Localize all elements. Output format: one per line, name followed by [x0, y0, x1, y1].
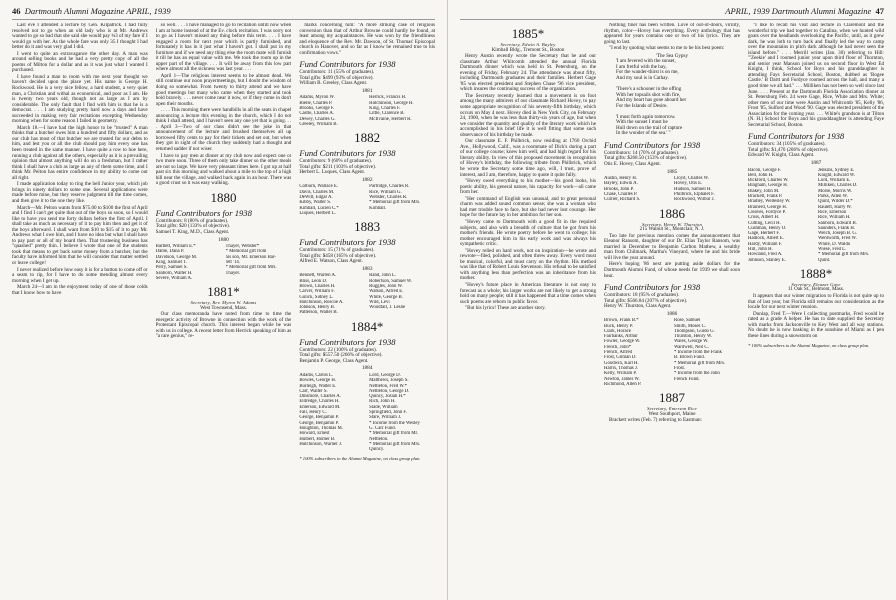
paragraph: March 18.—I have had the high honor to be "trusted" A man thinks that a butcher owes him a hundred and fifty dollars, and as our club has most of that butcher we are trusted for our debts to him, and lest you or all the club should pay him every one has been treated in the same manner. I have quite a row to hoe here, running a club against all the others, especially as it is a prevailing opinion that almost anything will do on a freshman, but I rather think I shall have a club as large as any of them some time, and I think Mr. Pelton has entire confidence in my ability to come out all right. [12, 124, 148, 181]
contributor-name: Emerson, Edward M. [299, 404, 341, 410]
paragraph: Here's hoping '86 next are putting aside dollars for the Dartmouth Alumni Fund, of whose needs for 1939 we shall soon hear. [604, 261, 740, 279]
contributor-name: Frost, Gilman D. [604, 355, 637, 361]
contributor-name: Quint, Wilder D.* [818, 199, 853, 205]
class-agent: Otis E. Hovey, Class Agent. [604, 161, 661, 168]
contributor-name: King, Samuel T. [155, 259, 187, 265]
fund-contributors-heading: Fund Contributors for 1938 [604, 282, 701, 293]
contributor-name: French, John* [604, 344, 632, 350]
contributor-name: Sanborn, Edward B. [818, 220, 857, 226]
contributor-name: * Memorial gift from Mrs. [674, 360, 726, 366]
contributor-list-year: 1883 [361, 265, 373, 272]
paragraph: "Hovey came to Dartmouth with a good fit in the required subjects, and also with a breadth of culture that he got from his mother's friends. He wrote poetry before he went to college; his mother encouraged him in his early work and was always his sympathetic critic. [460, 218, 596, 248]
contributor-name: Thayer. [225, 270, 241, 276]
contributor-name: Morse, Morris W. [818, 188, 853, 194]
contributor-name: Adams, Carlos L. [299, 372, 334, 378]
contributor-name: Wiese, Fred L. [818, 247, 847, 253]
contributor-name: Burleigh, Walter E. [299, 383, 337, 389]
total-gifts: Total gifts: $499 (93% of objective). [299, 74, 374, 81]
class-year-heading: 1880 [210, 189, 237, 205]
contributor-name [369, 211, 435, 216]
contributor-name: Bowles, George H. [299, 378, 337, 384]
contributor-name: Partridge, Charles R. [369, 184, 410, 190]
contributor-name: Bradley, Wellesley W. [748, 199, 791, 205]
contributor-name: G. Carr Fund. [369, 425, 396, 431]
paragraph: "Hovey owed everything to his mother—his good looks, his poetic ability, his general nature, his capacity for work—all came from her. [460, 178, 596, 196]
contributor-names [748, 168, 884, 263]
class-year-heading: 1885* [511, 26, 545, 41]
contributor-name: Brooks, John P. [604, 186, 634, 192]
class-year-heading: 1881* [207, 284, 240, 300]
contributor-name: Lloyd, Charles W. [674, 176, 709, 182]
contributor-name: Richmond, Allen P. [604, 381, 642, 387]
page-number-right: 47 [875, 6, 884, 16]
contributor-name: Hovey, Otis E. [674, 181, 703, 187]
contributor-name: Cross, Albert H. [748, 215, 780, 221]
contributor-names [156, 244, 292, 281]
contributors-count: Contributors: 8 (80% of graduates). [155, 217, 229, 224]
contributor-name: * Memorial gift from Mr. [369, 431, 419, 437]
contributor-name: Watson, Alfred E. [369, 289, 404, 295]
contributor-name: * Memorial gift from [225, 249, 267, 255]
class-year-heading: 1884* [350, 318, 384, 334]
contributor-list-year: 1886 [666, 310, 678, 317]
contributor-name: Kimball. [369, 205, 387, 211]
page-number-left: 46 [12, 6, 21, 16]
class-year-heading: 1882 [354, 130, 381, 146]
contributor-name: Robertson, Samuel W. [369, 278, 413, 284]
poem-line: For the Islands of Desire. [616, 102, 668, 109]
contributor-list-year: 1884 [361, 365, 373, 372]
contributor-name: Little, Clarence B. [369, 111, 405, 117]
total-gifts: Total gifts: $20 (133% of objective). [155, 223, 231, 230]
poem-line: And my soul is in Cathay. [616, 74, 669, 81]
contributor-name: Clark, Horace [604, 328, 631, 334]
contributor-list-year: 1880 [218, 236, 229, 243]
class-agent: Benjamin P. George, Class Agent. [299, 357, 369, 364]
contributor-name: * Memorial gift from Mrs. [369, 200, 421, 206]
contributor-name: DeWitt, Edgar A. [299, 195, 333, 201]
contributor-name: Sanborn, Walter H. [155, 270, 193, 276]
contributor-name: Hardy, William F. [748, 241, 783, 247]
paragraph: Our classmate E. F. Philbrick, now residing at 1760 Orchid Ave., Hollywood, Calif., was a roommate of Dick's during a part of our college course; knew him well, and had high regard for his literary ability. In view of this proposed movement in recognition of Hovey's birthday, the following tribute from Philbrick, which he wrote the Secretary some time ago, will, I trust, prove of interest, and I am, therefore, happy to quote it quite fully. [460, 138, 596, 178]
contributors-count: Contributors: 18 (95% of graduates). [604, 292, 680, 299]
contributor-name: Brackett, Frank P. [748, 194, 783, 200]
contributor-name: Brooks, George F. [299, 106, 335, 112]
contributor-name: Kibby, Walter S. [299, 200, 332, 206]
paragraph: "I like to recall his visit and lecture in Claremont and the wonderful trip we had together to Catalina, when we hunted wild goats over the headlands overlooking the Pacific, until, as it grew dark, he was loth to turn back and finally led the way to camp over the mountains in pitch dark although he had never seen the island before." . . . Merrill writes (Jan. 30) referring to Hill: "'Zeekie' and I roomed junior year upon third floor of Thornton, and senior year Manson joined us on second floor in West Ed Knight, I think, School for Boys and his granddaughter is attending Fays Secretarial School, Boston, dubbed as 'Bogee Castle.' B Dartt and Fordyce roomed across the hall, and many a good time we all had." . . . Milliken has not been so well since last June. . . . Present at the Dartmouth Florida Association dinner at St. Petersburg Feb. 24 were Gage, Rice, White and Mrs. White; other men of our time were Austin and Whitcomb '85, Kelly '86, Frost '85, Sulford and Wood '90. Gage was elected president of the Association for the coming year. . . . White's grandson is at Tilton (N. H.) School for Boys and his granddaughter is attending Faye Secretarial School, Boston. [748, 23, 884, 128]
contributor-names [299, 184, 435, 216]
contributor-name: Nettleton. [369, 436, 389, 442]
poem-line: With the sunset I must be [616, 119, 668, 126]
contributor-list-year: 1882 [361, 176, 373, 183]
contributor-name: B. Brown Fund. [674, 355, 705, 361]
contributor-name: Raulett, Harry W. [818, 204, 852, 210]
contributor-name: Matthews, Joseph S. [369, 378, 409, 384]
contributor-name: French Fund. [674, 376, 700, 382]
contributor-name: Brown, Frank B.* [604, 318, 639, 324]
fund-contributors-heading: Fund Contributors for 1938 [299, 336, 396, 347]
contributor-name: * Memorial gift from Mrs. [818, 252, 870, 258]
footnote: * 100% subscribers to the Alumni Magazine, on class group plan. [299, 456, 421, 462]
running-head-right-title: APRIL, 1939 Dartmouth Alumni Magazine [725, 6, 872, 16]
paragraph: marks concerning him: "A more striking case of religious conversion than that of Arthur Browne could hardly be found, at least among my acquaintances. He was won by the friendliness and eloquence of the Rev. Mr. Dawson, of St. Thomas' Episcopal church in Hanover, and so far as I know he remained true to his confirmation vows." [299, 23, 436, 56]
secretary-address: 11 Oak St., Belmont, Mass. [787, 286, 845, 293]
contributor-name: Dame, Dana P. [155, 249, 185, 255]
contributor-name: Eldredge, Charles H. [299, 399, 340, 405]
running-head-right [460, 6, 884, 20]
contributor-name: Bartlett, William E.* [155, 244, 196, 250]
contributor-name: Brown, Charles H. [299, 284, 336, 289]
contributor-names [299, 373, 435, 452]
contributor-list-year: 1887 [810, 160, 822, 167]
contributor-name: Bliss, Leon D. [299, 278, 328, 284]
class-secretary: Secretary, Rev. Myron W. Adams [190, 300, 257, 306]
contributor-name: Johnson, Stanley E. [748, 257, 786, 263]
contributor-name: Knight, Edward W. [818, 172, 856, 178]
poem-line: 'There's a schooner in the offing [616, 86, 682, 93]
contributor-name: Quincy, Josiah H.* [369, 394, 406, 400]
contributor-name: French, Alfred [604, 350, 632, 356]
contributor-name: Springfield, John F. [369, 410, 407, 416]
contributor-name: Rice, Emerson [818, 209, 847, 215]
contributor-name: Patterson, Walter B. [299, 310, 338, 316]
class-agent: Herbert L. Luques, Class Agent. [299, 169, 366, 176]
total-gifts: Total gifts: $557.50 (266% of objective). [299, 352, 383, 359]
contributor-name: Chase, Charles P. [604, 192, 638, 198]
contributor-name: Harris, Thomas J. [604, 365, 639, 371]
paragraph: so well. . . . I have managed to go to recitation untill now when I am at home instead of at the Ev. clock recitation. I was sorry not to go as I haven't missed any thing before this term. . . . I have engaged a room for next year which is partly furnished, and fortunately it has in it just what I haven't got. I shall put in my furniture and if we need any thing else the room mate will furnish it till he has an equal value with me. We took the room up in the upper part of the village. . . . It will be away from this low part where almost all the sickness was last year. . . . [155, 23, 292, 73]
contributor-name: * Memorial gift from Mrs. [225, 265, 277, 271]
contributor-name: Wentworth, Fred W. [818, 236, 857, 242]
contributor-name: Bacon, George F. [748, 167, 782, 173]
contributor-names [299, 273, 435, 315]
secretary-address: 215 Walnut St., Montclair, N. J. [639, 226, 705, 233]
contributor-name: Hudson, Samuel H. [674, 186, 712, 192]
paragraph: March 24—I am in the enjoyment today of one of those colds that I know how to have [12, 284, 148, 296]
paragraph: . . . . This morning there were handbills in all the seats in chapel announcing a lecture this evening in the church, which I do not think I shall attend, and I haven't seen any one yet that is going. . . . April 3—Two of our class didn't see the joke in that announcement of the lecture and brushed themselves all up borrowed fifty cents to pay for their tickets and set out, but when they got in sight of the church they suddenly had a thought and returned sadder if not wiser. [155, 107, 292, 153]
contributor-name: Wales, George W. [674, 339, 709, 345]
paragraph: "Her command of English was unusual, and to great personal charm was added sound common sense; she was a woman who had met trouble face to face, but she had never lost courage. Her hope for the future lay in her ambition for her son. [460, 195, 596, 219]
contributor-name: Colburn, Wallace E. [299, 184, 339, 190]
contributor-name: Wardwell, Neil C. [674, 344, 709, 350]
running-head-left [12, 6, 435, 20]
contributors-count: Contributors: 34 (105% of graduates). [748, 141, 826, 148]
total-gifts: Total gifts: $566.84 (207% of objective). [604, 297, 688, 304]
fund-contributors-heading: Fund Contributors for 1938 [299, 59, 396, 70]
contributor-name: Lord, William E. [818, 178, 851, 184]
contributor-name: Hulbert, Homer B. [299, 436, 336, 442]
contributor-name: Austin, Henry H. [604, 176, 638, 182]
left-column-2 [156, 23, 292, 600]
fund-contributors-heading: Fund Contributors for 1938 [748, 131, 845, 142]
contributor-name: Fowler, George W. [604, 339, 641, 345]
paragraph: March—Mr. Pelton wants from $75.00 to $100 the first of April and I find I can't get quite that out of the boys so soon, so I would like to have you send me forty dollars before the first of April. I shall take as much as necessary of it to pay him then and get it of the boys afterward. I shall want from $10 to $15 of it to pay Mr. Andrews what I owe him, and I have no idea but what I shall have to pay part or all of my board then. That trusteeing business has "quashed" pretty thin. I believe I wrote that one of the students took that means to get back some money from a butcher, but the faculty have informed him that he will consider that matter settled or leave college! [12, 204, 148, 266]
contributor-name: Currier, Richard S. [604, 197, 641, 203]
contributor-name: Buck, Henry P. [604, 323, 634, 329]
contributor-name: Rich, John H. [369, 399, 396, 405]
fund-contributors-heading: Fund Contributors for 1938 [299, 148, 396, 159]
contributor-name: Philbrick, Elphalet F. [674, 192, 715, 198]
running-head-left-title: Dartmouth Alumni Magazine APRIL, 1939 [24, 6, 171, 16]
contributor-name: Thayer, Webster* [225, 244, 260, 250]
contributor-name: Bell, John H. [748, 172, 774, 178]
poem-line: For the wander-thirst is on me, [616, 69, 679, 76]
contributor-name: Blakey, John M. [748, 188, 780, 194]
class-agent: William B. Greeley, Class Agent. [299, 80, 368, 87]
poem-title: 'The Sea Gypsy [655, 52, 689, 59]
paragraph: "But his lyrics! These are another story. [465, 305, 546, 312]
contributor-name: Wild, Levi [369, 299, 390, 305]
contributor-name: Slade, William [369, 404, 398, 410]
contributor-name: Smith, Moses C. [674, 323, 706, 329]
contributor-name: Rice, William H. [818, 215, 851, 221]
poem-line: 'I am fevered with the sunset, [616, 58, 676, 65]
paragraph: April 1—The religious interest seems to be almost dead. We still continue our noon prayermeetings, but I doubt the wisdom of doing so somewhat. From twenty to thirty attend and we have good meetings but many who came when they started and took hold bravely. . . . never come near it now, or if they come in don't open their mouths. [155, 72, 292, 107]
contributor-name: his son, Mr. Emerson Bar- [225, 254, 277, 260]
contributor-name: Gulick, Sidney L. [299, 294, 334, 300]
poem-line: And my heart has gone aboard her [616, 97, 687, 104]
contributor-name: Stare, William J. [369, 415, 402, 421]
contributor-name: Rose, Samuel [674, 318, 701, 324]
contributor-name: Severe, William A. [155, 275, 193, 281]
contributor-name: Woodfall, J. Leslie [369, 305, 406, 311]
class-agent: Henry W. Thurston, Class Agent. [604, 303, 672, 310]
contributor-name: Davidson, George M. [155, 254, 198, 260]
contributor-name: Adams, Myron W. [299, 95, 335, 101]
secretary-address: West Townsend, Mass. [200, 304, 247, 311]
paragraph: It appears that our winter migration to Florida is not quite up to that of last year, but Florida still remains our consideration as the locale for our next winter reunion. [748, 293, 884, 311]
paragraph: "Hovey's future place in American literature is not easy to forecast as a whole; his larger works are not likely to get a strong hold on many people; still it has happened that a time comes when such poems are reborn in public favor. [460, 281, 596, 305]
poem-line: With her topsails shot with fire, [616, 91, 681, 98]
contributor-name: Quint. [818, 257, 831, 263]
contributor-name: Milliken, Charles D. [818, 183, 858, 189]
contributor-name: Rand, John L. [369, 273, 397, 279]
secretary-address: Kimball Bldg., Tremont St., Boston [491, 46, 565, 53]
contributor-name: Webster, Charles R. [369, 195, 408, 201]
class-year-heading: 1887 [659, 390, 685, 406]
contributor-name: Parks, Allen W. [818, 194, 848, 200]
contributor-name: Cutting, Cecil H. [748, 220, 781, 226]
contributor-name: Nettleton, George D. [369, 388, 410, 394]
contributor-name: King, Charles F. [369, 106, 401, 112]
contributor-name: George, Benjamin P. [299, 415, 339, 421]
contributor-name: Castle, Charles A. [299, 111, 334, 117]
contributor-name: White, D. Waldo [818, 241, 851, 247]
class-secretary: Secretary, Edwin A. Bayley [500, 42, 556, 47]
contributor-name: Quincy. [369, 447, 385, 453]
paragraph: I have found a man to room with me next year thought we haven't decided upon the place yet. His name is George H. Rockwood. He is a very nice fellow, a hard student, a very quiet man, a Christian and withal as economical, and poor as I am. He is twenty two years old, though not as large as I am by considerable. The only fault that I find with him is that he is a democrat. . . . I am studying pretty hard now a days and have succeeded in making very fair recitations excepting Wednesday morning when for some reason I failed in geometry. [12, 73, 148, 125]
contributor-names [299, 95, 435, 127]
paragraph: Henry Austin recently wrote the Secretary that he and our classmate Arthur Whitcomb attended the annual Florida Dartmouth dinner which was held in St. Petersburg, on the evening of Friday, February 24. The attendance was about fifty, including Dartmouth graduates and their families. Herbert Gage '85 was elected president and Stephen Chase '96 vice president, which insures the continuing success of the organization. [460, 53, 596, 93]
contributor-name: Herrick, Francis H. [369, 95, 407, 101]
total-gifts: Total gifts: $458 (165% of objective). [299, 252, 377, 259]
class-year-heading: 1888* [799, 265, 833, 281]
contributor-name: Ruggles, John W. [369, 284, 403, 289]
paragraph: Brackett writes (Feb. 7) referring to Eastman: [609, 417, 702, 424]
contributor-name: White, George B. [369, 294, 403, 300]
right-column-2 [604, 23, 740, 600]
fund-contributors-heading: Fund Contributors for 1938 [155, 207, 252, 218]
class-agent: Edward W. Knight, Class Agent. [748, 152, 815, 159]
class-secretary: Secretary, Emerson Rice [647, 406, 697, 412]
paragraph: Nothing finer has been written. Love of out-of-doors, virility, rhythm, color—Hovey has everything. Every anthology that has appeared for years contains one or two of his lyrics. They are going to last. [604, 23, 740, 45]
contributor-name: Howland, Fred A. [748, 252, 783, 258]
contributor-name: Bickford, Charles W. [748, 178, 789, 184]
paragraph: I have to pay men at dinner at my club now and expect one or two more soon. Three of them only take dinner so the other meals are not so large. We have very pleasant times here. I got up at half past six this morning and walked about a mile to the top of a high hill near the village, and walked back again in an hour. There was a good crust so it was easy walking. [155, 152, 292, 187]
contributor-name: Welch, Joseph B. G. [818, 231, 858, 237]
contributor-name: Saunders, Frank H. [818, 225, 856, 231]
contributor-name: Rockwood, Wilbur J. [674, 197, 715, 203]
poem-line: Hull down on the trail of rapture [616, 124, 683, 131]
class-secretary: Secretary, Eleazar Gaye [791, 281, 841, 287]
contributor-name: Newton, James W. [604, 376, 640, 382]
contributor-list-year: 1885 [666, 168, 678, 175]
contributor-name: Bennett, Warren A. [299, 273, 337, 279]
contributor-name: George, Benjamin P. [299, 420, 339, 426]
contributor-name [226, 276, 292, 281]
contributor-name: Hutchinson, George H. [369, 100, 414, 106]
class-agent: Alfred E. Watson, Class Agent. [299, 258, 363, 265]
contributor-name: Nettleton, Fred W.* [369, 383, 408, 389]
footnote: * 100% subscribers to the Alumni Magazine, on class group plan. [748, 343, 870, 349]
contributor-name: McIlvaine, Herbert R. [369, 116, 412, 122]
contributor-name: Cleaves, Fordyce P. [748, 209, 786, 215]
paragraph: Last eve I attended a lecture by Gen. Kilpatrick. I had fully resolved not to go when an old lady who is at Mr. Andrews wanted to go so bad that she said she would pay ¾3 of my fare if I would go with her. As the whole fare was only 35 I thought I had better do it and was very glad I did. [12, 23, 148, 51]
contributor-name [369, 122, 435, 127]
contributor-names [604, 318, 740, 387]
contributor-name: Howard, Ernest [299, 431, 330, 437]
paragraph: Dunlap, Fred T.—Were I collecting postmarks, Fred would be rated as a grade A helper. He has to date supplied the Secretary with marks from Jacksonville to Key West and all way stations. No doubt he is now basking in the sunshine of Miami as I pen these lines during a snowstorm on [748, 310, 884, 339]
contributor-name: Perry, Samuel S. [155, 265, 188, 271]
contributor-name: Carr, Walter S. [299, 388, 328, 394]
class-secretary: Secretary, Henry W. Thurston [642, 221, 702, 227]
contributor-name: Carver, William F. [299, 289, 335, 295]
contributors-count: Contributors: 14 (70% of graduates). [604, 149, 680, 156]
contributor-name: Thurston, Henry W. [674, 334, 713, 340]
contributor-name: Dinsmore, Charles A. [299, 394, 341, 400]
contributors-count: Contributors: 11 (55% of graduates). [299, 69, 375, 76]
paragraph: "I end by quoting what seems to me to be his best poem: [609, 45, 725, 52]
contributor-name: Frost. [674, 365, 686, 371]
paragraph: I made application today to ring the bell Junior year, which job brings in ninety dollars to some one. Several applications were made before mine, but they reserve judgment till the time comes, and then give it to the one they like. [12, 181, 148, 204]
contributor-name: * Income from the John [674, 371, 720, 377]
contributor-names [604, 176, 740, 202]
poem-line: I am fretful with the bay, [616, 63, 667, 70]
poem-line: 'I must forth again tomorrow. [616, 113, 676, 120]
contributor-list-year: 1881 [361, 87, 373, 94]
right-page [448, 0, 896, 600]
contributor-name: Gage, Herbert F. [748, 231, 780, 237]
contributor-name: Davis, Charles M. [299, 189, 335, 195]
contributor-name: Jenkins, Sydney E. [818, 167, 855, 173]
poem [616, 54, 740, 137]
total-gifts: Total gifts: $268.50 (153% of objective). [604, 155, 688, 162]
contributor-name: Kimball, Lucien C.* [299, 205, 339, 211]
contributor-name: Thompson, Guido G. [674, 328, 715, 334]
class-agent: Samuel T. King, M.D., Class Agent. [155, 228, 230, 235]
right-column-3 [748, 23, 884, 600]
paragraph: I never realized before how easy it is for a button to come off or a seam to rip, for I have to do some mending almost every morning when I get up. [12, 266, 148, 284]
contributor-name: Bayley, Edwin A. [604, 181, 638, 187]
contributor-name [299, 447, 365, 452]
left-column-3 [299, 23, 435, 600]
contributor-name: Bielle, Charles P. [299, 100, 333, 106]
contributor-name: * Memorial gift from Mrs. [369, 441, 421, 447]
poem-line: In the wonder of the sea.' " [616, 130, 671, 137]
contributor-name: Fairbanks, Arthur [604, 334, 638, 340]
contributor-name: Goodwin, Karl H. [604, 360, 639, 366]
contributor-name: Houghton, Thomas M. [299, 425, 343, 431]
contributor-name: Hutchinson, Roscoe A. [299, 299, 344, 305]
contributor-name: Bingham, George H. [748, 183, 788, 189]
contributor-name: Johnson, Henry B. [299, 305, 336, 311]
fund-contributors-heading: Fund Contributors for 1938 [299, 237, 396, 248]
contributor-name [674, 382, 740, 387]
total-gifts: Total gifts: $211 (103% of objective). [299, 163, 377, 170]
contributors-count: Contributors: 15 (71% of graduates). [299, 247, 375, 254]
contributor-name: Hutchinson, Warner J. [299, 441, 343, 447]
class-year-heading: 1886 [659, 205, 685, 221]
contributor-name: Hill, John H. [748, 247, 773, 253]
contributor-name: Rice, William G. [369, 189, 402, 195]
secretary-address: West Southport, Maine [648, 410, 696, 417]
contributor-name: rett '14. [225, 259, 240, 265]
paragraph: Our class memoranda have noted from time to time the energetic activity of Browne in connection with the work of the Protestant Episcopal church. This interest began while he was with us in college. A recent letter from Herrick speaking of him as "a rare genius," re- [155, 311, 292, 340]
contributor-name: Fall, Henry C. [299, 410, 327, 416]
contributor-name: * Income from the Frank [674, 350, 722, 356]
class-year-heading: 1883 [354, 219, 381, 235]
contributor-name [369, 310, 435, 315]
contributor-name: Cushman, Henry O. [748, 225, 787, 231]
total-gifts: Total gifts: $1,470 (206% of objective). [748, 146, 829, 153]
contributor-name: Greeley, William B. [299, 121, 338, 127]
contributor-name: * Income from the Wesley [369, 420, 420, 426]
left-column-1 [12, 23, 148, 600]
fund-contributors-heading: Fund Contributors for 1938 [604, 139, 701, 150]
paragraph: The Secretary recently learned that a movement is on foot among the many admirers of our classmate Richard Hovey, to pay some appropriate recognition of his seventy-fifth birthday, which occurs on May 4 next. Hovey died in New York City, on February 24, 1900, when he was less than thirty-six years of age, but when we consider the quantity and quality of the literary work which he accomplished in his brief life it is well fitting that some such observance of his birthday be made. [460, 92, 596, 138]
contributor-name: Luques, Herbert L. [299, 210, 336, 216]
contributor-name: Dewey, Charles G. [299, 116, 336, 122]
contributors-count: Contributors: 22 (100% of graduates). [299, 346, 378, 353]
contributor-name: Brainerd, George H. [748, 204, 788, 210]
paragraph: "Hovey relied on hard work, not on inspiration—he wrote and rewrote—filed, polished, and often threw away. Every word must be musical, colorful, and must carry on the rhythm. His method was like that of Robert Louis Stevenson. His refusal to be satisfied with anything less than perfection was an inheritance from his mother. [460, 247, 596, 282]
contributor-name: Lord, George D. [369, 372, 401, 378]
contributor-name: Kelly, William P. [604, 371, 637, 377]
right-column-1 [460, 23, 596, 600]
paragraph: I went to quite an extravagance the other day. A man was around selling books and he had a very pretty copy of all the poems of Milton for a dollar and as it was just what I wanted I purchased. [12, 50, 148, 74]
paragraph: Too late for previous mention comes the announcement that Eleanor Ransom, daughter of our Dr. Elias Taylor Ransom, was married in December to Benjamin Carlton Mathew, a wealthy man from Chilmark, Martha's Vineyard, where he and his bride will live the year around. [604, 232, 740, 261]
contributor-name: Hadlock, Albert E. [748, 236, 784, 242]
contributors-count: Contributors: 9 (60% of graduates). [299, 158, 372, 165]
